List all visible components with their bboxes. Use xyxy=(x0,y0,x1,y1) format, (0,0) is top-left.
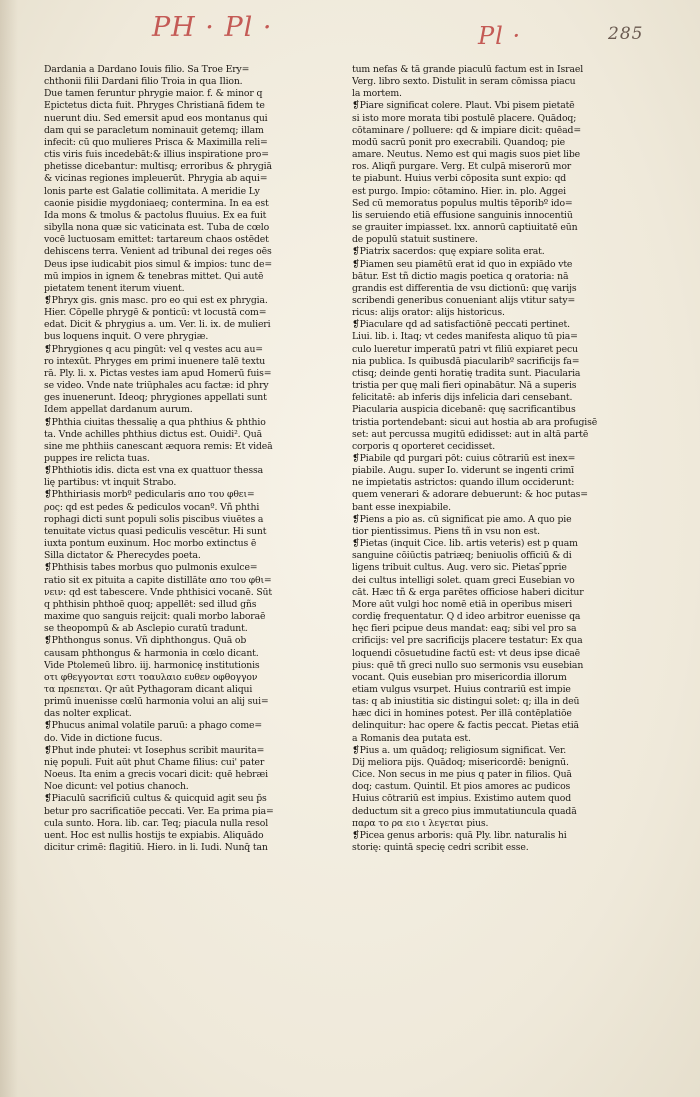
text-line: ❡Piens a pio as. cū significat pie amo. A quo pie xyxy=(352,513,572,525)
text-line: cula sunto. Hora. lib. car. Teq; piacula nulla resol xyxy=(44,817,269,829)
handwritten-annotation-left: PH · Pl · xyxy=(152,12,273,43)
text-line: te piabunt. Huius verbi cōposita sunt expio: qd xyxy=(352,173,567,185)
text-line: loquendi cōsuetudine factū est: vt deus ipse dicaē xyxy=(352,647,580,659)
text-line: sine me phthiis canescant æquora remis: Et videā xyxy=(44,440,273,452)
text-line: das nolter explicat. xyxy=(44,708,132,720)
text-line: infecit: cū quo mulieres Prisca & Maximilla reli= xyxy=(44,136,268,148)
text-line: q phthisin phthoē quoq; appellēt: sed illud gñs xyxy=(44,598,257,610)
text-line: ❡Piatrix sacerdos: quę expiare solita erat. xyxy=(352,246,545,258)
text-line: dam qui se paracletum nominauit getemq; illam xyxy=(44,124,264,136)
text-line: edat. Dicit & phrygius a. um. Ver. li. ix. de mulieri xyxy=(44,319,271,331)
text-line: ❡Phryx gis. gnis masc. pro eo qui est ex phrygia. xyxy=(44,294,268,306)
folio-number: 285 xyxy=(608,24,644,44)
text-line: ges inuenerunt. Ideoq; phrygiones appellati sunt xyxy=(44,392,267,404)
text-line: storię: quintā specię cedri scribit esse. xyxy=(352,842,529,853)
text-line: puppes ire relicta tuas. xyxy=(44,453,150,464)
text-line: deductum sit a greco pius immutatiuncula quadā xyxy=(352,805,577,817)
text-line: τα πρεπεται. Qr aūt Pythagoram dicant aliqui xyxy=(44,683,253,695)
text-line: bus loquens inquit. O vere phrygiæ. xyxy=(44,331,209,343)
text-line: ❡Pius a. um quādoq; religiosum significat. Ver. xyxy=(352,744,567,756)
text-line: ❡Piaculare qd ad satisfactiōnē peccati pertinet. xyxy=(352,319,570,331)
text-line: Sed cū memoratus populus multis tēporibº ido= xyxy=(352,197,573,209)
text-line: tior pientissimus. Piens tñ in vsu non est. xyxy=(352,525,540,537)
text-line: quem venerari & adorare debuerunt: & hoc putas= xyxy=(352,489,588,501)
text-line: grandis est differentia de vsu dictionū: quę varijs xyxy=(352,282,577,294)
text-line: ctis viris fuis incedebāt:& illius inspiratione pro= xyxy=(44,149,269,161)
text-line: si isto more morata tibi postulē placere. Quādoq; xyxy=(352,112,577,124)
handwritten-annotation-right: Pl · xyxy=(478,22,522,50)
text-line: se theopompū & ab Asclepio curatū tradunt. xyxy=(44,623,248,635)
text-line: ro intexūt. Phryges em primi inuenere talē textu xyxy=(44,355,266,367)
text-line: ❡Phthia ciuitas thessalię a qua phthius & phthio xyxy=(44,416,266,428)
text-line: Hier. Cōpelle phrygē & ponticū: vt locustā com= xyxy=(44,307,267,319)
text-line: rā. Ply. li. x. Pictas vestes iam apud Homerū fuis= xyxy=(44,367,272,379)
text-line: maxime quo sanguis reijcit: quali morbo laboraē xyxy=(44,611,266,623)
text-line: lis seruiendo etiā effusione sanguinis innocentiū xyxy=(352,209,573,221)
text-line: nię populi. Fuit aūt phut Chame filius: cui' pater xyxy=(44,756,265,768)
text-line: betur pro sacrificatiōe peccati. Ver. Ea prima pia= xyxy=(44,805,274,817)
text-line: lonis parte est Galatie collimitata. A meridie Ly xyxy=(44,185,260,197)
text-line: Ida mons & tmolus & pactolus fluuius. Ex ea fuit xyxy=(44,209,267,221)
text-line: ❡Phthiotis idis. dicta est vna ex quattuor thessa xyxy=(44,465,264,477)
text-line: Deus ipse iudicabit pios simul & impios: tunc de= xyxy=(44,258,272,270)
text-line: Vide Ptolemeū libro. iij. harmonicę institutionis xyxy=(44,659,260,671)
text-line: bātur. Est tñ dictio magis poetica q oratoria: nā xyxy=(352,270,569,282)
text-line: ❡Piare significat colere. Plaut. Vbi pisem pietatē xyxy=(352,100,575,112)
text-line: ros. Aliqñ purgare. Verg. Et culpā miserorū mor xyxy=(352,161,572,173)
text-line: ne impietatis astrictos: quando illum occiderunt: xyxy=(352,477,575,489)
text-line: se video. Vnde nate triūphales acu factæ: id phry xyxy=(44,380,269,392)
text-line: ta. Vnde achilles phthius dictus est. Ouidi². Quā xyxy=(44,428,262,440)
text-line: ❡Phut inde phutei: vt Iosephus scribit maurita= xyxy=(44,744,265,756)
text-line: Verg. libro sexto. Distulit in seram cōmissa piacu xyxy=(352,76,576,88)
text-column-right xyxy=(352,64,657,854)
text-line: cōtaminare / polluere: qd & impiare dicit: quēad= xyxy=(352,124,581,136)
text-line: παρα το ρα ειο ι λεγεται pius. xyxy=(352,817,489,829)
text-line: caonie pisidie mygdoniaeq; contermina. In ea est xyxy=(44,197,269,209)
text-line: ❡Pietas (inquit Cice. lib. artis veteris) est p quam xyxy=(352,538,578,550)
text-line: vocant. Quis eusebian pro misericordia illorum xyxy=(352,671,567,683)
text-line: a Romanis dea putata est. xyxy=(352,732,471,744)
text-line: οτι φθεγγονται εστι τοαυλαιο ευθεν οφθογγον xyxy=(44,671,258,683)
text-line: amare. Neutus. Nemo est qui magis suos piet libe xyxy=(352,149,581,161)
text-line: iuxta pontum euxinum. Hoc morbo extinctus ē xyxy=(44,538,257,550)
text-line: bant esse inexpiabile. xyxy=(352,501,451,513)
text-line: tenuitate victus quasi pediculis vescētur. Hi sunt xyxy=(44,525,267,537)
text-line: felicitatē: ab inferis dijs infelicia dari censebant. xyxy=(352,392,573,404)
text-line: hæc dici in homines potest. Per illā contēplatiōe xyxy=(352,708,572,720)
text-line: scribendi generibus conueniant alijs vtitur saty= xyxy=(352,294,576,306)
text-line: Due tamen feruntur phrygie maior. f. & minor q xyxy=(44,88,263,100)
text-line: ❡Phthiriasis morbº pedicularis απο του φθει= xyxy=(44,489,255,501)
text-column-left xyxy=(44,64,344,854)
text-line: set: aut percussa mugitū edidisset: aut in altā partē xyxy=(352,428,589,440)
text-line: dehiscens terra. Venient ad tribunal dei reges oēs xyxy=(44,246,272,258)
text-line: Piacularia auspicia dicebanē: quę sacrificantibus xyxy=(352,404,576,416)
text-line: lię partibus: vt inquit Strabo. xyxy=(44,477,177,489)
text-line: primū inuenisse cœlū harmonia volui an alij sui= xyxy=(44,696,269,708)
text-line: ctisq; deinde genti horatię tradita sunt. Piacularia xyxy=(352,367,581,379)
text-line: Dardania a Dardano Iouis filio. Sa Troe Ery= xyxy=(44,64,250,75)
text-line: Silla dictator & Pherecydes poeta. xyxy=(44,550,201,562)
text-line: rophagi dicti sunt populi solis piscibus viuētes a xyxy=(44,513,264,525)
text-line: uent. Hoc est nullis hostijs te expiabis. Aliquādo xyxy=(44,829,264,841)
text-line: Noe dicunt: vel potius chanoch. xyxy=(44,781,189,793)
text-line: ❡Piabile qd purgari pōt: cuius cōtrariū est inex= xyxy=(352,453,576,464)
text-line: hęc fieri pcipue deus mandat: eaq; sibi vel pro sa xyxy=(352,623,577,635)
text-line: nuerunt diu. Sed emersit apud eos montanus qui xyxy=(44,112,268,124)
text-line: pius: quē tñ greci nullo suo sermonis vsu eusebian xyxy=(352,659,584,671)
text-line: phetisse dicebantur: multisq; erroribus & phrygiā xyxy=(44,161,272,173)
text-line: tum nefas & tā grande piaculū factum est in Israel xyxy=(352,64,584,75)
text-line: vocē luctuosam emittet: tartareum chaos ostēdet xyxy=(44,234,269,246)
text-line: ❡Piamen seu piamētū erat id quo in expiādo vte xyxy=(352,258,573,270)
text-line: ❡Phucus animal volatile paruū: a phago come= xyxy=(44,720,263,732)
text-line: mū impios in ignem & tenebras mittet. Qui autē xyxy=(44,270,264,282)
text-line: sanguine cōiūctis patriæq; beniuolis officiū & di xyxy=(352,550,572,562)
text-line: de populū statuit sustinere. xyxy=(352,234,478,246)
text-line: etiam vulgus vsurpet. Huius contrariū est impie xyxy=(352,683,571,695)
text-line: sibylla nona quæ sic vaticinata est. Tuba de cœlo xyxy=(44,222,270,234)
text-line: chthonii filii Dardani filio Troia in qua Ilion. xyxy=(44,76,243,88)
text-line: doq; castum. Quintil. Et pios amores ac pudicos xyxy=(352,781,571,793)
text-line: ρος: qd est pedes & pediculos vocanº. Vñ phthi xyxy=(44,501,260,513)
text-line: Epictetus dicta fuit. Phryges Christianā fidem te xyxy=(44,100,265,112)
text-line: corporis q oporteret cecidisset. xyxy=(352,440,496,452)
text-line: Cice. Non secus in me pius q pater in filios. Quā xyxy=(352,769,572,781)
text-line: Idem appellat dardanum aurum. xyxy=(44,404,193,416)
text-line: causam phthongus & harmonia in cœlo dicant. xyxy=(44,647,259,659)
text-line: ligens tribuit cultus. Aug. vero sic. Pietas ̄pprie xyxy=(352,562,567,574)
text-line: Liui. lib. i. Itaq; vt cedes manifesta aliquo tū pia= xyxy=(352,331,578,343)
text-line: la mortem. xyxy=(352,88,402,100)
text-line: ricus: alijs orator: alijs historicus. xyxy=(352,307,505,319)
text-line: culo lueretur imperatū patri vt filiū expiaret pecu xyxy=(352,343,578,355)
text-line: modū sacrū ponit pro execrabili. Quandoq; pie xyxy=(352,136,565,148)
text-line: Huius cōtrariū est impius. Existimo autem quod xyxy=(352,793,571,805)
text-line: dicitur crimē: flagitiū. Hiero. in li. Iudi. Nunq̄ tan xyxy=(44,842,268,853)
text-line: se grauiter impiasset. lxx. annorū captiuitatē eūn xyxy=(352,222,578,234)
text-line: cāt. Hæc tñ & erga parētes officiose haberi dicitur xyxy=(352,586,584,598)
text-line: ❡Piaculū sacrificiū cultus & quicquid agit seu p̄s xyxy=(44,793,267,805)
text-line: delinquitur: hac opere & factis peccat. Pietas etiā xyxy=(352,720,579,732)
text-line: pietatem tenent iterum viuent. xyxy=(44,282,185,294)
text-line: tas: q ab iniustitia sic distingui solet: q; illa in deū xyxy=(352,696,580,708)
text-line: piabile. Augu. super Io. viderunt se ingenti crimī xyxy=(352,465,574,477)
text-line: More aūt vulgi hoc nomē etiā in operibus miseri xyxy=(352,598,573,610)
text-line: ratio sit ex pituita a capite distillāte απο του φθι= xyxy=(44,574,272,586)
text-line: & vicinas regiones impleuerūt. Phrygia ab aqui= xyxy=(44,173,268,185)
text-line: ❡Phthongus sonus. Vñ diphthongus. Quā ob xyxy=(44,635,247,647)
text-line: ❡Phthisis tabes morbus quo pulmonis exulce= xyxy=(44,562,258,574)
text-line: ❡Picea genus arboris: quā Ply. libr. naturalis hi xyxy=(352,829,567,841)
text-line: Dij meliora pijs. Quādoq; misericordē: benignū. xyxy=(352,756,569,768)
text-line: tristia per quę mali fieri opinabātur. Nā a superis xyxy=(352,380,577,392)
text-line: nia publica. Is quibusdā piacularibº sacrificijs fa= xyxy=(352,355,580,367)
text-line: νειν: qd est tabescere. Vnde phthisici vocanē. Sūt xyxy=(44,586,272,598)
text-line: est purgo. Impio: cōtamino. Hier. in. plo. Aggei xyxy=(352,185,566,197)
text-line: tristia portendebant: sicui aut hostia ab ara profugisē xyxy=(352,416,598,428)
text-line: do. Vide in dictione fucus. xyxy=(44,732,163,744)
text-line: cordię frequentatur. Q d ideo arbitror euenisse qa xyxy=(352,611,581,623)
text-line: ❡Phrygiones q acu pingūt: vel q vestes acu au= xyxy=(44,343,263,355)
text-line: dei cultus intelligi solet. quam greci Eusebian vo xyxy=(352,574,575,586)
text-line: crificijs: vel pre sacrificijs placere testatur: Ex qua xyxy=(352,635,583,647)
text-line: Noeus. Ita enim a grecis vocari dicit: quē hebræi xyxy=(44,769,268,781)
